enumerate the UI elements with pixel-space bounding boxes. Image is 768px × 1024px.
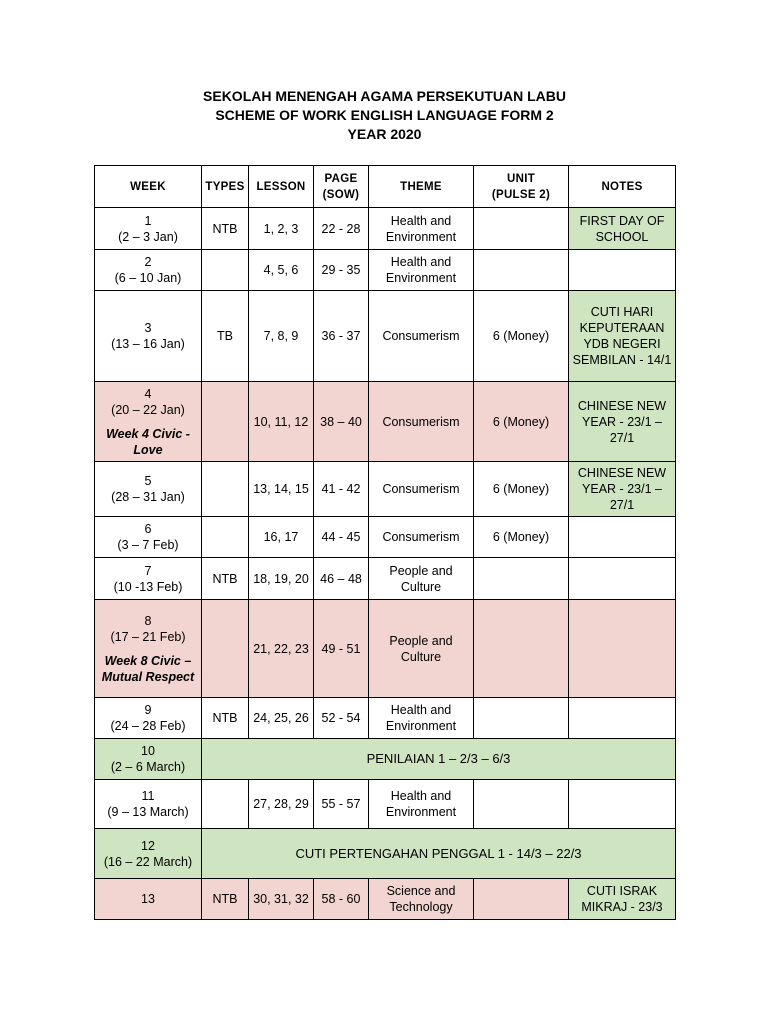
- notes-cell: [569, 600, 676, 698]
- unit-cell: 6 (Money): [474, 462, 569, 517]
- table-row: [95, 829, 676, 879]
- page-cell: 38 – 40: [314, 382, 369, 462]
- unit-cell: [474, 600, 569, 698]
- school-name: SEKOLAH MENENGAH AGAMA PERSEKUTUAN LABU: [203, 88, 566, 104]
- theme-header: THEME: [369, 166, 474, 208]
- lesson-cell: 27, 28, 29: [249, 780, 314, 829]
- type-cell: [202, 600, 249, 698]
- lesson-cell: 4, 5, 6: [249, 250, 314, 291]
- page-cell: 36 - 37: [314, 291, 369, 382]
- week-cell: 3 (13 – 16 Jan): [95, 291, 202, 382]
- unit-cell: [474, 780, 569, 829]
- page-cell: 52 - 54: [314, 698, 369, 739]
- theme-cell: Health and Environment: [369, 208, 474, 250]
- lesson-cell: 21, 22, 23: [249, 600, 314, 698]
- unit-cell: [474, 558, 569, 600]
- theme-cell: People and Culture: [369, 558, 474, 600]
- week-header: WEEK: [95, 166, 202, 208]
- table-row: [95, 780, 676, 829]
- type-cell: NTB: [202, 208, 249, 250]
- table-row: [95, 382, 676, 462]
- table-row: [95, 879, 676, 920]
- table-row: [95, 462, 676, 517]
- table-row: [95, 517, 676, 558]
- unit-header: UNIT (PULSE 2): [474, 166, 569, 208]
- week-cell: 1 (2 – 3 Jan): [95, 208, 202, 250]
- unit-cell: [474, 879, 569, 920]
- theme-cell: Health and Environment: [369, 698, 474, 739]
- civic-week-label: Week 4 Civic - Love: [106, 426, 190, 457]
- page-cell: 22 - 28: [314, 208, 369, 250]
- page-cell: 49 - 51: [314, 600, 369, 698]
- week-cell: 12 (16 – 22 March): [95, 829, 202, 879]
- page-cell: 44 - 45: [314, 517, 369, 558]
- notes-cell: FIRST DAY OF SCHOOL: [569, 208, 676, 250]
- page-header: PAGE (SOW): [314, 166, 369, 208]
- lesson-cell: 16, 17: [249, 517, 314, 558]
- holiday-banner: CUTI PERTENGAHAN PENGGAL 1 - 14/3 – 22/3: [202, 829, 676, 879]
- lesson-cell: 10, 11, 12: [249, 382, 314, 462]
- theme-cell: People and Culture: [369, 600, 474, 698]
- table-row: [95, 600, 676, 698]
- theme-cell: Health and Environment: [369, 780, 474, 829]
- type-cell: [202, 780, 249, 829]
- week-cell: 10 (2 – 6 March): [95, 739, 202, 780]
- unit-cell: 6 (Money): [474, 517, 569, 558]
- week-cell: 2 (6 – 10 Jan): [95, 250, 202, 291]
- type-cell: [202, 382, 249, 462]
- theme-cell: Consumerism: [369, 462, 474, 517]
- lesson-cell: 13, 14, 15: [249, 462, 314, 517]
- page-cell: 29 - 35: [314, 250, 369, 291]
- types-header: TYPES: [202, 166, 249, 208]
- week-cell: 4 (20 – 22 Jan) Week 4 Civic - Love: [95, 382, 202, 462]
- table-row: [95, 250, 676, 291]
- notes-cell: [569, 780, 676, 829]
- type-cell: [202, 462, 249, 517]
- notes-header: NOTES: [569, 166, 676, 208]
- week-cell: 5 (28 – 31 Jan): [95, 462, 202, 517]
- page-cell: 58 - 60: [314, 879, 369, 920]
- week-cell: 11 (9 – 13 March): [95, 780, 202, 829]
- type-cell: TB: [202, 291, 249, 382]
- scheme-of-work-table: [94, 165, 676, 920]
- type-cell: NTB: [202, 879, 249, 920]
- unit-cell: [474, 250, 569, 291]
- theme-cell: Consumerism: [369, 291, 474, 382]
- table-row: [95, 698, 676, 739]
- notes-cell: [569, 558, 676, 600]
- notes-cell: [569, 698, 676, 739]
- table-row: [95, 739, 676, 780]
- table-row: [95, 208, 676, 250]
- page-cell: 46 – 48: [314, 558, 369, 600]
- unit-cell: 6 (Money): [474, 382, 569, 462]
- notes-cell: [569, 250, 676, 291]
- notes-cell: CUTI ISRAK MIKRAJ - 23/3: [569, 879, 676, 920]
- week-cell: 7 (10 -13 Feb): [95, 558, 202, 600]
- week-cell: 13: [95, 879, 202, 920]
- lesson-cell: 18, 19, 20: [249, 558, 314, 600]
- assessment-banner: PENILAIAN 1 – 2/3 – 6/3: [202, 739, 676, 780]
- page-cell: 55 - 57: [314, 780, 369, 829]
- notes-cell: CHINESE NEW YEAR - 23/1 – 27/1: [569, 382, 676, 462]
- theme-cell: Consumerism: [369, 517, 474, 558]
- lesson-cell: 30, 31, 32: [249, 879, 314, 920]
- lesson-cell: 1, 2, 3: [249, 208, 314, 250]
- lesson-cell: 7, 8, 9: [249, 291, 314, 382]
- lesson-cell: 24, 25, 26: [249, 698, 314, 739]
- unit-cell: [474, 208, 569, 250]
- scheme-title: SCHEME OF WORK ENGLISH LANGUAGE FORM 2: [215, 107, 554, 123]
- type-cell: [202, 250, 249, 291]
- theme-cell: Science and Technology: [369, 879, 474, 920]
- theme-cell: Consumerism: [369, 382, 474, 462]
- type-cell: NTB: [202, 558, 249, 600]
- unit-cell: 6 (Money): [474, 291, 569, 382]
- table-row: [95, 558, 676, 600]
- notes-cell: CUTI HARI KEPUTERAAN YDB NEGERI SEMBILAN - 14/1: [569, 291, 676, 382]
- week-cell: 8 (17 – 21 Feb) Week 8 Civic – Mutual Respect: [95, 600, 202, 698]
- year-label: YEAR 2020: [347, 126, 422, 142]
- civic-week-label: Week 8 Civic – Mutual Respect: [101, 653, 195, 684]
- page-cell: 41 - 42: [314, 462, 369, 517]
- type-cell: NTB: [202, 698, 249, 739]
- unit-cell: [474, 698, 569, 739]
- week-cell: 6 (3 – 7 Feb): [95, 517, 202, 558]
- header-row: [95, 166, 676, 208]
- theme-cell: Health and Environment: [369, 250, 474, 291]
- notes-cell: [569, 517, 676, 558]
- lesson-header: LESSON: [249, 166, 314, 208]
- table-row: [95, 291, 676, 382]
- type-cell: [202, 517, 249, 558]
- notes-cell: CHINESE NEW YEAR - 23/1 – 27/1: [569, 462, 676, 517]
- week-cell: 9 (24 – 28 Feb): [95, 698, 202, 739]
- document-title: [94, 87, 675, 144]
